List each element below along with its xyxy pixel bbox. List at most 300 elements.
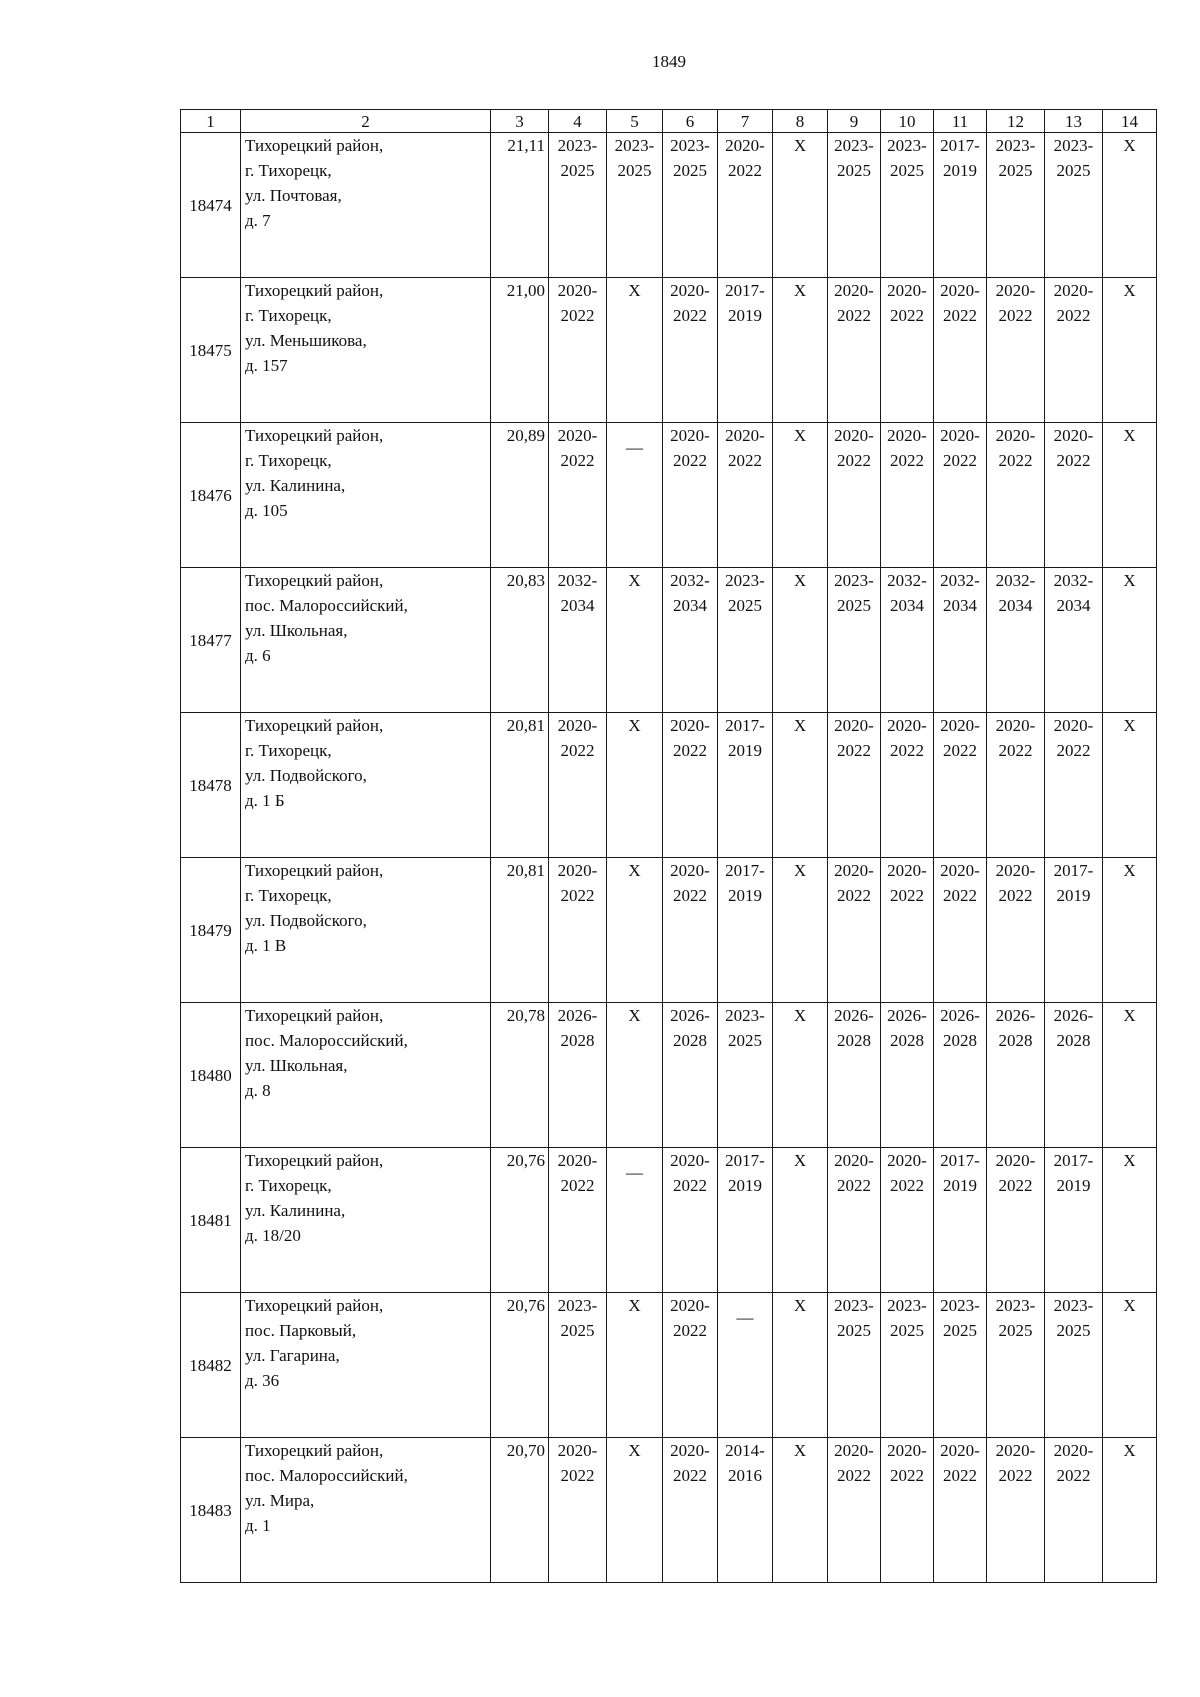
- period-start: 2023-: [725, 571, 765, 590]
- period-cell: [1045, 568, 1103, 713]
- x-mark: Х: [1123, 716, 1136, 735]
- period-start: 2023-: [995, 1296, 1036, 1315]
- address-cell: [241, 423, 491, 568]
- period-cell: [1045, 1148, 1103, 1293]
- period-end: 2022: [998, 1176, 1033, 1195]
- period-end: 2025: [560, 161, 595, 180]
- table-row: [181, 278, 1157, 423]
- x-mark: Х: [793, 136, 807, 155]
- address-line: д. 36: [245, 1371, 280, 1390]
- x-mark: Х: [1123, 1441, 1136, 1460]
- period-cell: [718, 1438, 773, 1583]
- column-number-row: [181, 110, 1157, 133]
- mark-cell: [1103, 858, 1157, 1003]
- period-start: 2023-: [834, 136, 874, 155]
- period-end: 2022: [1056, 451, 1091, 470]
- table-row: [181, 568, 1157, 713]
- period-end: 2022: [998, 741, 1033, 760]
- period-start: 2032-: [670, 571, 710, 590]
- period-start: 2020-: [670, 426, 710, 445]
- period-end: 2022: [673, 1321, 707, 1340]
- column-number-header: 6: [663, 110, 718, 133]
- period-cell: [881, 1438, 934, 1583]
- period-start: 2023-: [670, 136, 710, 155]
- mark-cell: [773, 133, 828, 278]
- period-start: 2017-: [725, 281, 765, 300]
- period-cell: [718, 423, 773, 568]
- mark-cell: [1103, 1438, 1157, 1583]
- address-line: г. Тихорецк,: [245, 741, 332, 760]
- period-end: 2019: [943, 161, 977, 180]
- period-cell: [828, 858, 881, 1003]
- x-mark: Х: [1123, 281, 1136, 300]
- period-cell: [549, 858, 607, 1003]
- period-cell: [934, 713, 987, 858]
- period-end: 2022: [837, 451, 871, 470]
- column-number-header: 4: [549, 110, 607, 133]
- table-row: [181, 133, 1157, 278]
- address-line: пос. Малороссийский,: [245, 1031, 408, 1050]
- x-mark: Х: [628, 861, 641, 880]
- mark-cell: [1103, 133, 1157, 278]
- period-end: 2019: [1056, 1176, 1091, 1195]
- address-line: д. 8: [245, 1081, 271, 1100]
- period-end: 2025: [728, 596, 762, 615]
- period-end: 2028: [943, 1031, 977, 1050]
- period-end: 2025: [673, 161, 707, 180]
- period-start: 2026-: [834, 1006, 874, 1025]
- table-row: [181, 713, 1157, 858]
- period-cell: [881, 1148, 934, 1293]
- period-cell: [718, 1003, 773, 1148]
- period-cell: [881, 133, 934, 278]
- address-line: д. 1 Б: [245, 791, 285, 810]
- period-start: 2023-: [1053, 1296, 1094, 1315]
- dash-mark: —: [626, 438, 643, 457]
- mark-cell: [607, 1438, 663, 1583]
- mark-cell: [607, 1003, 663, 1148]
- column-number-header: 11: [934, 110, 987, 133]
- period-start: 2020-: [557, 426, 598, 445]
- period-end: 2022: [890, 306, 924, 325]
- address-cell: [241, 278, 491, 423]
- period-end: 2019: [1056, 886, 1091, 905]
- period-start: 2023-: [995, 136, 1036, 155]
- address-line: д. 6: [245, 646, 271, 665]
- table-row: [181, 1438, 1157, 1583]
- dash-mark: —: [736, 1308, 754, 1327]
- period-cell: [987, 713, 1045, 858]
- period-end: 2025: [890, 161, 924, 180]
- address-line: ул. Школьная,: [245, 621, 348, 640]
- column-number-header: 10: [881, 110, 934, 133]
- period-end: 2022: [890, 1466, 924, 1485]
- address-line: ул. Меньшикова,: [245, 331, 367, 350]
- period-cell: [934, 423, 987, 568]
- period-cell: [828, 423, 881, 568]
- column-number-header: 1: [181, 110, 241, 133]
- period-cell: [718, 858, 773, 1003]
- period-end: 2022: [673, 886, 707, 905]
- period-cell: [934, 858, 987, 1003]
- x-mark: Х: [1123, 1006, 1136, 1025]
- period-cell: [881, 1293, 934, 1438]
- mark-cell: [607, 568, 663, 713]
- address-line: Тихорецкий район,: [245, 281, 384, 300]
- address-line: г. Тихорецк,: [245, 451, 332, 470]
- period-end: 2025: [998, 161, 1033, 180]
- period-start: 2020-: [887, 281, 927, 300]
- period-start: 2032-: [1053, 571, 1094, 590]
- period-cell: [549, 568, 607, 713]
- period-end: 2022: [837, 1466, 871, 1485]
- page-number: 1849: [652, 52, 686, 71]
- period-cell: [1045, 133, 1103, 278]
- address-cell: [241, 568, 491, 713]
- period-end: 2022: [943, 451, 977, 470]
- period-start: 2020-: [557, 1441, 598, 1460]
- period-end: 2025: [837, 161, 871, 180]
- period-start: 2023-: [940, 1296, 980, 1315]
- x-mark: Х: [1123, 571, 1136, 590]
- mark-cell: [773, 713, 828, 858]
- period-cell: [663, 713, 718, 858]
- period-start: 2020-: [940, 281, 980, 300]
- mark-cell: [1103, 568, 1157, 713]
- period-end: 2022: [837, 306, 871, 325]
- period-cell: [987, 1148, 1045, 1293]
- period-cell: [663, 1148, 718, 1293]
- period-start: 2020-: [1053, 281, 1094, 300]
- x-mark: Х: [793, 716, 807, 735]
- period-cell: [549, 423, 607, 568]
- period-cell: [987, 1003, 1045, 1148]
- period-start: 2017-: [1053, 861, 1094, 880]
- mark-cell: [773, 858, 828, 1003]
- period-end: 2022: [673, 1176, 707, 1195]
- period-cell: [663, 568, 718, 713]
- area-cell: 21,00: [491, 278, 549, 423]
- period-end: 2022: [998, 886, 1033, 905]
- period-start: 2017-: [1053, 1151, 1094, 1170]
- address-line: Тихорецкий район,: [245, 716, 384, 735]
- mark-cell: [773, 1148, 828, 1293]
- address-line: г. Тихорецк,: [245, 161, 332, 180]
- address-cell: [241, 133, 491, 278]
- period-end: 2019: [728, 1176, 762, 1195]
- period-end: 2022: [943, 886, 977, 905]
- period-cell: [663, 133, 718, 278]
- period-end: 2025: [617, 161, 652, 180]
- address-line: Тихорецкий район,: [245, 1296, 384, 1315]
- period-cell: [1045, 858, 1103, 1003]
- column-number-header: 7: [718, 110, 773, 133]
- period-cell: [718, 568, 773, 713]
- period-start: 2032-: [995, 571, 1036, 590]
- mark-cell: [607, 858, 663, 1003]
- period-start: 2020-: [887, 861, 927, 880]
- period-end: 2022: [560, 451, 595, 470]
- period-start: 2032-: [887, 571, 927, 590]
- period-cell: [828, 1438, 881, 1583]
- address-cell: [241, 1438, 491, 1583]
- period-end: 2019: [728, 886, 762, 905]
- period-start: 2020-: [834, 281, 874, 300]
- table-row: [181, 423, 1157, 568]
- column-number-header: 12: [987, 110, 1045, 133]
- column-number-header: 14: [1103, 110, 1157, 133]
- period-start: 2026-: [940, 1006, 980, 1025]
- address-line: Тихорецкий район,: [245, 571, 384, 590]
- period-cell: [663, 858, 718, 1003]
- address-line: д. 18/20: [245, 1226, 301, 1245]
- period-start: 2020-: [1053, 1441, 1094, 1460]
- mark-cell: [718, 1293, 773, 1438]
- period-end: 2022: [837, 886, 871, 905]
- period-cell: [828, 1148, 881, 1293]
- period-end: 2025: [998, 1321, 1033, 1340]
- address-line: пос. Парковый,: [245, 1321, 357, 1340]
- table-row: [181, 1003, 1157, 1148]
- x-mark: Х: [793, 861, 807, 880]
- column-number-header: 5: [607, 110, 663, 133]
- period-start: 2020-: [995, 426, 1036, 445]
- period-start: 2020-: [995, 281, 1036, 300]
- period-cell: [881, 278, 934, 423]
- row-number: 18482: [181, 1293, 241, 1438]
- period-start: 2020-: [834, 426, 874, 445]
- address-line: ул. Почтовая,: [245, 186, 342, 205]
- period-cell: [881, 713, 934, 858]
- x-mark: Х: [793, 1441, 807, 1460]
- period-end: 2022: [560, 886, 595, 905]
- period-end: 2034: [890, 596, 924, 615]
- period-end: 2028: [673, 1031, 707, 1050]
- period-cell: [828, 568, 881, 713]
- mark-cell: [1103, 278, 1157, 423]
- period-end: 2019: [728, 306, 762, 325]
- period-end: 2019: [943, 1176, 977, 1195]
- address-line: Тихорецкий район,: [245, 426, 384, 445]
- table-row: [181, 1148, 1157, 1293]
- period-cell: [881, 568, 934, 713]
- period-end: 2025: [943, 1321, 977, 1340]
- area-cell: 20,81: [491, 858, 549, 1003]
- period-cell: [1045, 1003, 1103, 1148]
- period-cell: [549, 713, 607, 858]
- period-start: 2023-: [725, 1006, 765, 1025]
- period-start: 2020-: [725, 426, 765, 445]
- period-start: 2017-: [725, 1151, 765, 1170]
- x-mark: Х: [1123, 426, 1136, 445]
- area-cell: 20,76: [491, 1148, 549, 1293]
- row-number: 18474: [181, 133, 241, 278]
- column-number-header: 8: [773, 110, 828, 133]
- mark-cell: [607, 713, 663, 858]
- period-end: 2022: [673, 1466, 707, 1485]
- period-end: 2022: [673, 306, 707, 325]
- period-cell: [663, 423, 718, 568]
- row-number: 18480: [181, 1003, 241, 1148]
- period-cell: [987, 278, 1045, 423]
- period-cell: [987, 133, 1045, 278]
- period-start: 2020-: [834, 716, 874, 735]
- period-end: 2025: [1056, 161, 1091, 180]
- x-mark: Х: [793, 1006, 807, 1025]
- period-start: 2023-: [557, 1296, 598, 1315]
- period-start: 2020-: [887, 716, 927, 735]
- period-cell: [828, 713, 881, 858]
- period-start: 2020-: [725, 136, 765, 155]
- x-mark: Х: [1123, 861, 1136, 880]
- area-cell: 20,81: [491, 713, 549, 858]
- period-end: 2022: [943, 306, 977, 325]
- period-cell: [718, 713, 773, 858]
- period-end: 2022: [1056, 1466, 1091, 1485]
- x-mark: Х: [628, 716, 641, 735]
- period-cell: [549, 1438, 607, 1583]
- period-end: 2028: [890, 1031, 924, 1050]
- x-mark: Х: [1123, 1151, 1136, 1170]
- row-number: 18478: [181, 713, 241, 858]
- mark-cell: [773, 423, 828, 568]
- period-cell: [663, 278, 718, 423]
- period-start: 2017-: [725, 861, 765, 880]
- address-line: д. 7: [245, 211, 271, 230]
- period-cell: [1045, 713, 1103, 858]
- mark-cell: [773, 1438, 828, 1583]
- period-cell: [549, 1293, 607, 1438]
- address-line: пос. Малороссийский,: [245, 596, 408, 615]
- period-cell: [934, 1293, 987, 1438]
- mark-cell: [773, 568, 828, 713]
- period-cell: [934, 133, 987, 278]
- period-start: 2020-: [995, 1441, 1036, 1460]
- table-row: [181, 1293, 1157, 1438]
- mark-cell: [607, 1148, 663, 1293]
- area-cell: 20,83: [491, 568, 549, 713]
- address-line: д. 1 В: [245, 936, 287, 955]
- period-end: 2022: [890, 1176, 924, 1195]
- period-end: 2022: [560, 1176, 595, 1195]
- period-start: 2032-: [557, 571, 598, 590]
- period-start: 2026-: [557, 1006, 598, 1025]
- mark-cell: [607, 423, 663, 568]
- period-start: 2020-: [995, 861, 1036, 880]
- period-end: 2022: [673, 741, 707, 760]
- x-mark: Х: [793, 426, 807, 445]
- x-mark: Х: [628, 1006, 641, 1025]
- period-start: 2020-: [887, 1151, 927, 1170]
- address-line: ул. Калинина,: [245, 1201, 346, 1220]
- period-start: 2020-: [557, 1151, 598, 1170]
- period-start: 2017-: [940, 136, 980, 155]
- period-end: 2034: [943, 596, 977, 615]
- period-cell: [828, 278, 881, 423]
- period-end: 2016: [728, 1466, 762, 1485]
- period-end: 2028: [998, 1031, 1033, 1050]
- x-mark: Х: [628, 1296, 641, 1315]
- address-line: г. Тихорецк,: [245, 1176, 332, 1195]
- period-end: 2025: [560, 1321, 595, 1340]
- period-start: 2020-: [995, 716, 1036, 735]
- address-line: Тихорецкий район,: [245, 1151, 384, 1170]
- period-start: 2020-: [940, 861, 980, 880]
- period-cell: [718, 133, 773, 278]
- row-number: 18475: [181, 278, 241, 423]
- period-start: 2020-: [834, 1151, 874, 1170]
- period-start: 2020-: [940, 716, 980, 735]
- area-cell: 20,76: [491, 1293, 549, 1438]
- period-end: 2022: [998, 451, 1033, 470]
- row-number: 18483: [181, 1438, 241, 1583]
- period-end: 2022: [943, 1466, 977, 1485]
- period-end: 2034: [998, 596, 1033, 615]
- period-start: 2023-: [887, 1296, 927, 1315]
- period-start: 2023-: [1053, 136, 1094, 155]
- address-line: Тихорецкий район,: [245, 861, 384, 880]
- period-start: 2017-: [725, 716, 765, 735]
- period-end: 2022: [837, 741, 871, 760]
- address-line: ул. Мира,: [245, 1491, 315, 1510]
- address-line: д. 157: [245, 356, 288, 375]
- period-start: 2026-: [887, 1006, 927, 1025]
- mark-cell: [773, 1293, 828, 1438]
- period-end: 2022: [728, 161, 762, 180]
- address-line: ул. Гагарина,: [245, 1346, 340, 1365]
- period-cell: [607, 133, 663, 278]
- period-start: 2026-: [1053, 1006, 1094, 1025]
- period-cell: [718, 1148, 773, 1293]
- period-cell: [1045, 1438, 1103, 1583]
- period-start: 2023-: [834, 1296, 874, 1315]
- period-cell: [549, 1148, 607, 1293]
- address-line: Тихорецкий район,: [245, 1006, 384, 1025]
- period-end: 2022: [943, 741, 977, 760]
- area-cell: 20,78: [491, 1003, 549, 1148]
- mark-cell: [1103, 1003, 1157, 1148]
- x-mark: Х: [1123, 136, 1136, 155]
- period-start: 2020-: [670, 1296, 710, 1315]
- address-line: ул. Школьная,: [245, 1056, 348, 1075]
- period-cell: [663, 1293, 718, 1438]
- x-mark: Х: [793, 1296, 807, 1315]
- period-start: 2032-: [940, 571, 980, 590]
- mark-cell: [607, 1293, 663, 1438]
- period-start: 2020-: [670, 281, 710, 300]
- period-start: 2020-: [940, 1441, 980, 1460]
- register-table: [180, 109, 1157, 1583]
- address-cell: [241, 1148, 491, 1293]
- x-mark: Х: [628, 571, 641, 590]
- period-start: 2017-: [940, 1151, 980, 1170]
- column-number-header: 13: [1045, 110, 1103, 133]
- address-cell: [241, 1003, 491, 1148]
- period-cell: [987, 423, 1045, 568]
- period-end: 2022: [560, 306, 595, 325]
- period-start: 2020-: [887, 1441, 927, 1460]
- period-cell: [828, 133, 881, 278]
- period-start: 2020-: [995, 1151, 1036, 1170]
- period-cell: [1045, 1293, 1103, 1438]
- area-cell: 21,11: [491, 133, 549, 278]
- period-start: 2020-: [670, 716, 710, 735]
- period-start: 2020-: [557, 716, 598, 735]
- period-start: 2023-: [887, 136, 927, 155]
- period-cell: [881, 1003, 934, 1148]
- address-cell: [241, 713, 491, 858]
- period-cell: [987, 1293, 1045, 1438]
